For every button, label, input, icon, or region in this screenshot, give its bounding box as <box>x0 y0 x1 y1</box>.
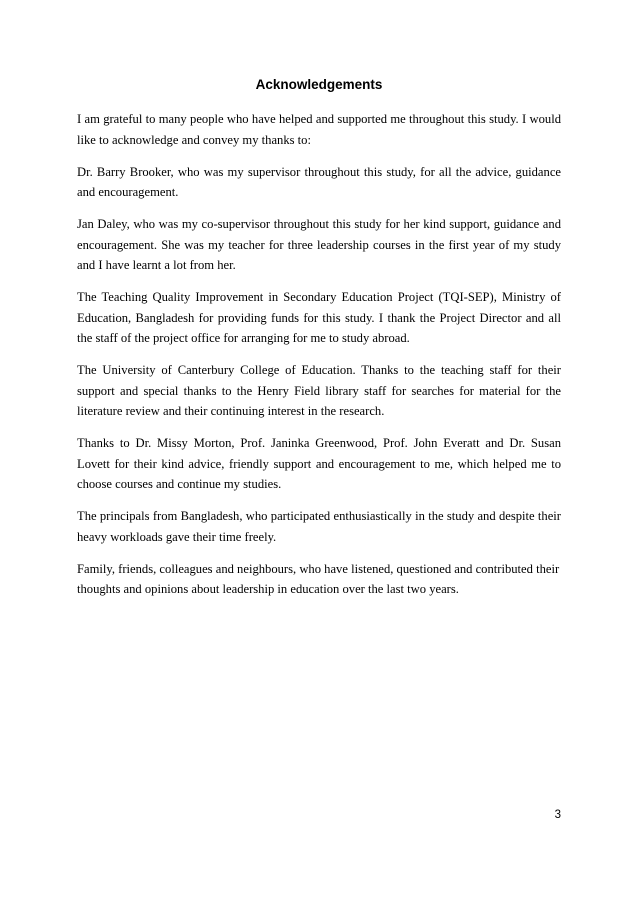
paragraph-funding: The Teaching Quality Improvement in Secondary Education Project (TQI-SEP), Ministry of Education, Bangladesh for providing funds for this study. I thank the Project Director and all the staff of the project office for arranging for me to study abroad. <box>77 290 561 345</box>
paragraph-university: The University of Canterbury College of Education. Thanks to the teaching staff for their support and special thanks to the Henry Field library staff for searches for material for the literature review and their continuing interest in the research. <box>77 363 561 418</box>
paragraph-advisors: Thanks to Dr. Missy Morton, Prof. Janinka Greenwood, Prof. John Everatt and Dr. Susan Lovett for their kind advice, friendly support and encouragement to me, which helped me to choose courses and continue my studies. <box>77 436 561 491</box>
paragraph-family: Family, friends, colleagues and neighbours, who have listened, questioned and contributed their thoughts and opinions about leadership in education over the last two years. <box>77 561 560 596</box>
paragraph-intro: I am grateful to many people who have helped and supported me throughout this study. I would like to acknowledge and convey my thanks to: <box>77 112 561 147</box>
page-number: 3 <box>554 809 561 821</box>
document-body <box>77 109 561 611</box>
page-title: Acknowledgements <box>255 77 383 92</box>
paragraph-principals: The principals from Bangladesh, who participated enthusiastically in the study and despite their heavy workloads gave their time freely. <box>77 509 561 544</box>
paragraph-co-supervisor: Jan Daley, who was my co-supervisor throughout this study for her kind support, guidance and encouragement. She was my teacher for three leadership courses in the first year of my study and I have learnt a lot from her. <box>77 217 561 272</box>
paragraph-supervisor: Dr. Barry Brooker, who was my supervisor throughout this study, for all the advice, guidance and encouragement. <box>77 164 561 199</box>
